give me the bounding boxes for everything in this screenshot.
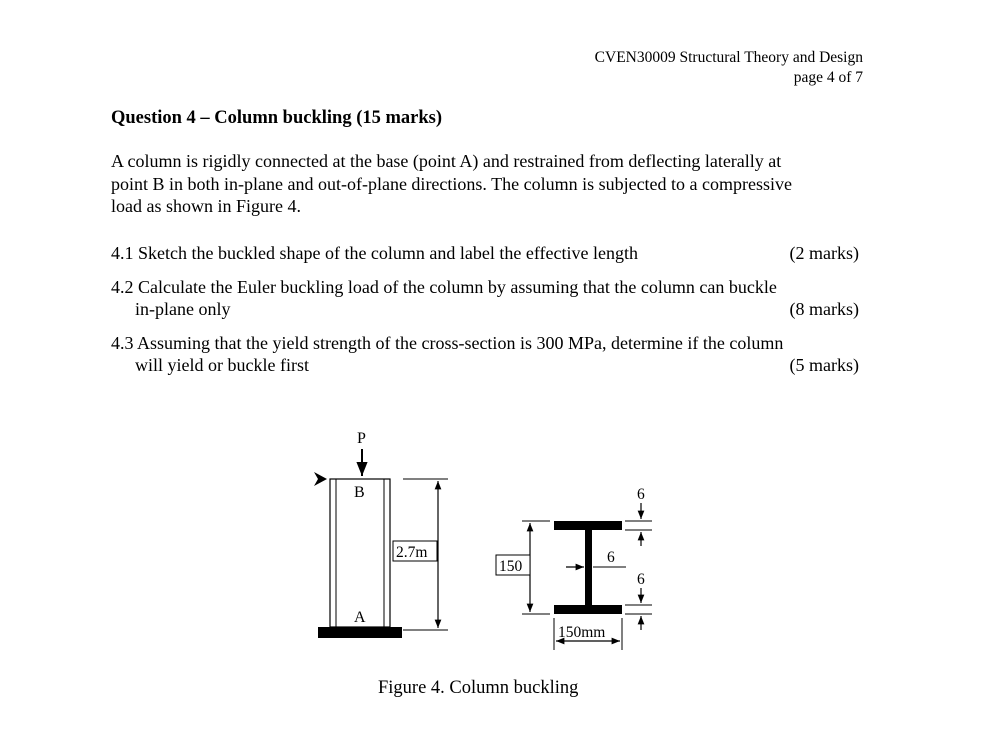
width-label: 150mm <box>558 624 606 641</box>
load-label: P <box>357 430 366 447</box>
point-b-label: B <box>354 484 365 501</box>
top-flange <box>554 521 622 530</box>
length-label: 2.7m <box>396 544 428 561</box>
intro-line: load as shown in Figure 4. <box>111 196 301 216</box>
top-flange-label: 6 <box>637 486 645 503</box>
part-text: 4.3 Assuming that the yield strength of the cross-section is 300 MPa, determine if the column <box>111 333 784 353</box>
part-text: 4.2 Calculate the Euler buckling load of the column by assuming that the column can buckle <box>111 277 777 297</box>
point-a-label: A <box>354 609 366 626</box>
bottom-flange-label: 6 <box>637 571 645 588</box>
web-thickness-label: 6 <box>607 549 615 566</box>
bottom-flange <box>554 605 622 614</box>
web <box>585 530 592 605</box>
page-number: page 4 of 7 <box>793 69 863 86</box>
part-marks: (8 marks) <box>789 298 859 319</box>
intro-line: A column is rigidly connected at the base (point A) and restrained from deflecting laterally at <box>111 151 782 171</box>
part-marks: (2 marks) <box>789 243 859 263</box>
intro-line: point B in both in-plane and out-of-plane directions. The column is subjected to a compressive <box>111 173 793 194</box>
question-title: Question 4 – Column buckling (15 marks) <box>111 108 442 128</box>
lateral-restraint-icon <box>314 472 327 486</box>
column-outer <box>330 479 390 627</box>
part-text-cont: in-plane only <box>135 298 231 319</box>
fixed-base <box>318 627 402 638</box>
part-text: 4.1 Sketch the buckled shape of the column and label the effective length <box>111 243 638 263</box>
i-section <box>496 486 652 650</box>
course-code: CVEN30009 Structural Theory and Design <box>594 49 863 66</box>
figure-caption: Figure 4. Column buckling <box>378 678 579 698</box>
part-marks: (5 marks) <box>789 354 859 375</box>
part-text-cont: will yield or buckle first <box>135 354 309 375</box>
depth-label: 150 <box>499 558 523 575</box>
column-elevation <box>314 430 448 638</box>
